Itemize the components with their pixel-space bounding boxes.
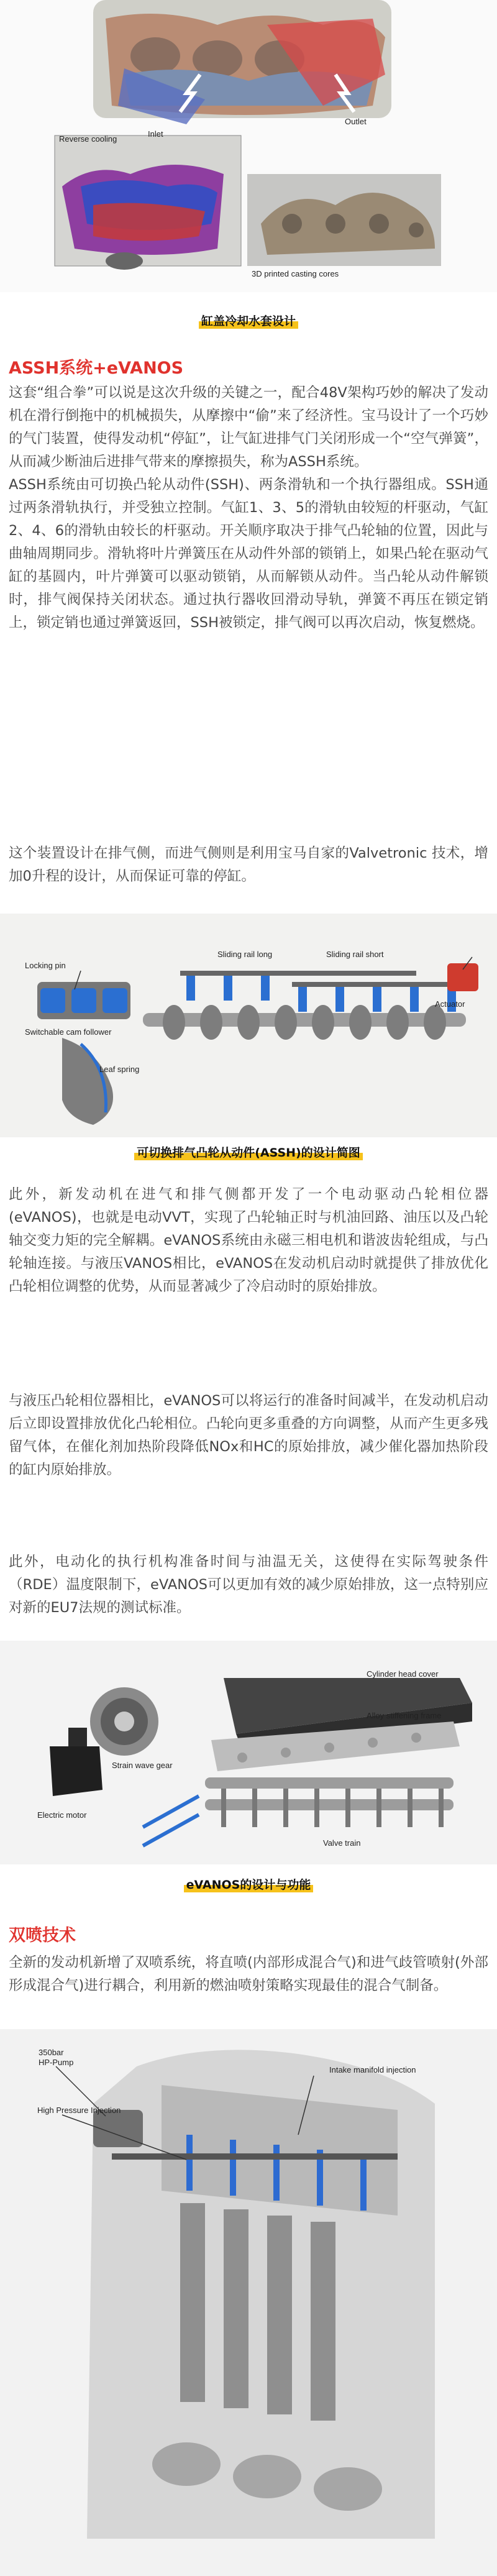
label-hp-pump: HP-Pump — [39, 2058, 74, 2067]
paragraph-assh-intro: 这套“组合拳”可以说是这次升级的关键之一，配合48V架构巧妙的解决了发动机在滑行倒拖中的机械损失，从摩擦中“偷”来了经济性。宝马设计了一个巧妙的气门装置，使得发动机“停缸”，让气缸进排气门关闭形成一个“空气弹簧”，从而减少断油后进排气带来的摩擦损失，称为ASSH系统。 — [9, 385, 488, 470]
caption-row-2 — [0, 1144, 497, 1160]
label-switchable-cam-follower: Switchable cam follower — [25, 1027, 112, 1037]
paragraph-assh-system: ASSH系统由可切换凸轮从动件(SSH)、两条滑轨和一个执行器组成。SSH通过两条滑轨执行，并受独立控制。气缸1、3、5的滑轨由较短的杆驱动，气缸2、4、6的滑轨由较长的杆驱动。开关顺序取决于排气凸轮轴的位置，因此与曲轴周期同步。滑轨将叶片弹簧压在从动件外部的锁销上，如果凸轮在驱动气缸的基圆内，叶片弹簧可以驱动锁销，从而解锁从动件。当凸轮从动件解锁时，排气阀保持关闭状态。通过执行器收回滑动导轨，弹簧不再压在锁定销上，锁定销也通过弹簧返回，SSH被锁定，排气阀可以再次启动，恢复燃烧。 — [9, 477, 488, 631]
label-printed-cores: 3D printed casting cores — [252, 269, 339, 278]
label-strain-wave-gear: Strain wave gear — [112, 1761, 173, 1770]
figure-dual-injection — [0, 2029, 497, 2576]
label-outlet: Outlet — [345, 117, 367, 126]
paragraph-assh-valvetronic: 这个装置设计在排气侧，而进气侧则是利用宝马自家的Valvetronic 技术，增加0升程的设计，从而保证可靠的停缸。 — [9, 845, 488, 884]
evanos-illustration — [0, 1641, 497, 1864]
paragraph-injection: 全新的发动机新增了双喷系统，将直喷(内部形成混合气)和进气歧管喷射(外部形成混合气)进行耦合，利用新的燃油喷射策略实现最佳的混合气制备。 — [9, 1955, 488, 1994]
figure-caption-evanos: eVANOS的设计与功能 — [184, 1876, 314, 1892]
label-alloy-frame: Alloy stiffening frame — [367, 1711, 442, 1720]
figure-cooling-jacket — [0, 0, 497, 292]
label-reverse-cooling: Reverse cooling — [59, 134, 117, 144]
label-valve-train: Valve train — [323, 1838, 361, 1848]
label-sliding-rail-long: Sliding rail long — [217, 950, 273, 959]
label-high-pressure-injection: High Pressure Injection — [37, 2106, 121, 2115]
paragraph-evanos-compare: 与液压凸轮相位器相比，eVANOS可以将运行的准备时间减半，在发动机启动后立即设置排放优化凸轮相位。凸轮向更多重叠的方向调整，从而产生更多残留气体，在催化剂加热阶段降低NOx和HC的原始排放，减少催化器加热阶段的缸内原始排放。 — [9, 1393, 488, 1478]
assh-illustration — [0, 914, 497, 1137]
label-locking-pin: Locking pin — [25, 961, 66, 970]
label-cylinder-head-cover: Cylinder head cover — [367, 1669, 439, 1679]
label-intake-manifold-injection: Intake manifold injection — [329, 2065, 416, 2074]
dual-injection-illustration — [0, 2029, 497, 2576]
label-actuator: Actuator — [435, 999, 465, 1009]
label-inlet: Inlet — [148, 129, 163, 139]
label-350bar: 350bar — [39, 2048, 64, 2057]
label-electric-motor: Electric motor — [37, 1810, 87, 1820]
caption-row-1 — [0, 312, 497, 329]
label-sliding-rail-short: Sliding rail short — [326, 950, 384, 959]
paragraph-evanos-intro: 此外，新发动机在进气和排气侧都开发了一个电动驱动凸轮相位器(eVANOS)，也就是电动VVT，实现了凸轮轴正时与机油回路、油压以及凸轮轴交变力矩的完全解耦。eVANOS系统由永磁三相电机和谐波齿轮组成，与凸轮轴连接。与液压VANOS相比，eVANOS在发动机启动时就提供了排放优化凸轮相位调整的优势，从而显著减少了冷启动时的原始排放。 — [9, 1186, 488, 1295]
label-leaf-spring: Leaf spring — [99, 1065, 140, 1074]
section-heading-injection: 双喷技术 — [9, 1926, 76, 1945]
figure-caption-cooling: 缸盖冷却水套设计 — [199, 312, 298, 329]
section-heading-assh: ASSH系统+eVANOS — [9, 359, 184, 378]
figure-caption-assh: 可切换排气凸轮从动件(ASSH)的设计简图 — [134, 1144, 363, 1160]
caption-row-3 — [0, 1876, 497, 1892]
figure-evanos-design — [0, 1641, 497, 1864]
figure-assh-design — [0, 914, 497, 1137]
paragraph-evanos-rde: 此外，电动化的执行机构准备时间与油温无关，这使得在实际驾驶条件（RDE）温度限制下，eVANOS可以更加有效的减少原始排放，这一点特别应对新的EU7法规的测试标准。 — [9, 1554, 488, 1616]
cooling-jacket-illustration — [0, 0, 497, 292]
